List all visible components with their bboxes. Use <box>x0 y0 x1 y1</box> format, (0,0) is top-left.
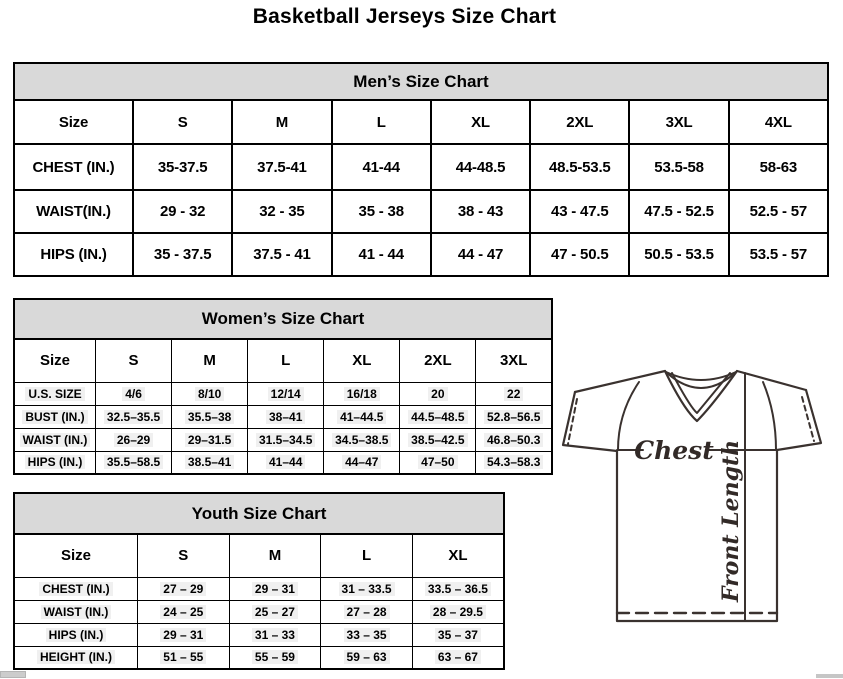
column-header: L <box>332 100 431 144</box>
column-header: XL <box>412 534 504 577</box>
size-value-cell: 22 <box>476 382 552 405</box>
column-header: M <box>229 534 321 577</box>
size-value-cell: 48.5-53.5 <box>530 144 629 190</box>
size-value-cell: 58-63 <box>729 144 828 190</box>
size-value-cell: 41–44 <box>248 451 324 474</box>
size-value-cell: 46.8–50.3 <box>476 428 552 451</box>
table-row <box>14 405 552 428</box>
row-label: HIPS (IN.) <box>14 233 133 276</box>
size-value-cell: 26–29 <box>96 428 172 451</box>
table-row <box>14 233 828 276</box>
mens-size-chart-section <box>13 62 829 277</box>
row-label: HIPS (IN.) <box>14 623 138 646</box>
row-label: WAIST (IN.) <box>14 428 96 451</box>
womens-size-table <box>13 338 553 475</box>
size-value-cell: 32 - 35 <box>232 190 331 233</box>
size-value-cell: 31 – 33.5 <box>321 577 413 600</box>
jersey-measurement-diagram <box>555 358 843 634</box>
womens-header-row <box>14 339 552 382</box>
size-value-cell: 38–41 <box>248 405 324 428</box>
size-value-cell: 8/10 <box>172 382 248 405</box>
size-value-cell: 16/18 <box>324 382 400 405</box>
youth-size-chart-section <box>13 492 505 670</box>
size-value-cell: 41-44 <box>332 144 431 190</box>
column-header: XL <box>324 339 400 382</box>
column-header: 3XL <box>476 339 552 382</box>
size-value-cell: 37.5 - 41 <box>232 233 331 276</box>
size-value-cell: 37.5-41 <box>232 144 331 190</box>
size-value-cell: 63 – 67 <box>412 646 504 669</box>
chest-label: Chest <box>634 436 714 465</box>
row-label: CHEST (IN.) <box>14 577 138 600</box>
size-value-cell: 44-48.5 <box>431 144 530 190</box>
horizontal-scrollbar-fragment[interactable] <box>816 674 843 678</box>
jersey-outline <box>575 371 665 392</box>
size-value-cell: 44–47 <box>324 451 400 474</box>
column-header: 2XL <box>530 100 629 144</box>
size-value-cell: 34.5–38.5 <box>324 428 400 451</box>
size-value-cell: 35-37.5 <box>133 144 232 190</box>
column-header: XL <box>431 100 530 144</box>
cuff-stitch-dashed-line <box>802 397 814 441</box>
size-value-cell: 53.5-58 <box>629 144 728 190</box>
table-row <box>14 144 828 190</box>
row-label: BUST (IN.) <box>14 405 96 428</box>
youth-header-row <box>14 534 504 577</box>
jersey-body <box>617 450 777 621</box>
size-value-cell: 32.5–35.5 <box>96 405 172 428</box>
size-value-cell: 47–50 <box>400 451 476 474</box>
size-value-cell: 52.8–56.5 <box>476 405 552 428</box>
size-value-cell: 35.5–38 <box>172 405 248 428</box>
row-label: WAIST (IN.) <box>14 600 138 623</box>
jersey-left-sleeve <box>563 392 617 451</box>
size-value-cell: 55 – 59 <box>229 646 321 669</box>
youth-chart-title-band: Youth Size Chart <box>13 492 505 533</box>
column-header: 3XL <box>629 100 728 144</box>
size-value-cell: 35 - 38 <box>332 190 431 233</box>
row-label: WAIST(IN.) <box>14 190 133 233</box>
table-row <box>14 646 504 669</box>
size-value-cell: 38 - 43 <box>431 190 530 233</box>
table-row <box>14 600 504 623</box>
size-value-cell: 31 – 33 <box>229 623 321 646</box>
size-value-cell: 44 - 47 <box>431 233 530 276</box>
size-value-cell: 47 - 50.5 <box>530 233 629 276</box>
column-header: Size <box>14 339 96 382</box>
size-value-cell: 29 – 31 <box>229 577 321 600</box>
mens-size-table <box>13 99 829 277</box>
size-value-cell: 27 – 28 <box>321 600 413 623</box>
column-header: Size <box>14 534 138 577</box>
size-value-cell: 29 – 31 <box>138 623 230 646</box>
row-label: CHEST (IN.) <box>14 144 133 190</box>
size-value-cell: 20 <box>400 382 476 405</box>
size-value-cell: 35 – 37 <box>412 623 504 646</box>
size-value-cell: 38.5–42.5 <box>400 428 476 451</box>
size-value-cell: 31.5–34.5 <box>248 428 324 451</box>
size-value-cell: 53.5 - 57 <box>729 233 828 276</box>
mens-header-row <box>14 100 828 144</box>
size-value-cell: 59 – 63 <box>321 646 413 669</box>
size-value-cell: 12/14 <box>248 382 324 405</box>
column-header: S <box>138 534 230 577</box>
size-value-cell: 35 - 37.5 <box>133 233 232 276</box>
column-header: L <box>321 534 413 577</box>
size-value-cell: 33.5 – 36.5 <box>412 577 504 600</box>
table-row <box>14 577 504 600</box>
womens-chart-title-band: Women’s Size Chart <box>13 298 553 338</box>
size-value-cell: 50.5 - 53.5 <box>629 233 728 276</box>
mens-chart-title-band: Men’s Size Chart <box>13 62 829 99</box>
page-title: Basketball Jerseys Size Chart <box>252 5 557 28</box>
youth-size-table <box>13 533 505 670</box>
table-row <box>14 382 552 405</box>
jersey-outline <box>737 371 806 390</box>
size-value-cell: 47.5 - 52.5 <box>629 190 728 233</box>
column-header: S <box>133 100 232 144</box>
row-label: U.S. SIZE <box>14 382 96 405</box>
table-row <box>14 428 552 451</box>
size-value-cell: 38.5–41 <box>172 451 248 474</box>
column-header: 2XL <box>400 339 476 382</box>
size-value-cell: 28 – 29.5 <box>412 600 504 623</box>
size-value-cell: 44.5–48.5 <box>400 405 476 428</box>
front-length-label: Front Length <box>718 439 744 603</box>
column-header: L <box>248 339 324 382</box>
size-value-cell: 4/6 <box>96 382 172 405</box>
size-value-cell: 54.3–58.3 <box>476 451 552 474</box>
size-value-cell: 29 - 32 <box>133 190 232 233</box>
size-value-cell: 52.5 - 57 <box>729 190 828 233</box>
size-value-cell: 41 - 44 <box>332 233 431 276</box>
size-value-cell: 27 – 29 <box>138 577 230 600</box>
column-header: M <box>232 100 331 144</box>
table-row <box>14 623 504 646</box>
column-header: S <box>96 339 172 382</box>
armhole-seam <box>763 382 776 450</box>
size-value-cell: 41–44.5 <box>324 405 400 428</box>
table-row <box>14 190 828 233</box>
size-value-cell: 43 - 47.5 <box>530 190 629 233</box>
column-header: 4XL <box>729 100 828 144</box>
table-row <box>14 451 552 474</box>
horizontal-scrollbar-thumb[interactable] <box>0 671 26 678</box>
size-value-cell: 33 – 35 <box>321 623 413 646</box>
row-label: HIPS (IN.) <box>14 451 96 474</box>
column-header: Size <box>14 100 133 144</box>
womens-size-chart-section <box>13 298 553 475</box>
size-value-cell: 24 – 25 <box>138 600 230 623</box>
size-value-cell: 29–31.5 <box>172 428 248 451</box>
size-value-cell: 51 – 55 <box>138 646 230 669</box>
size-value-cell: 35.5–58.5 <box>96 451 172 474</box>
column-header: M <box>172 339 248 382</box>
size-value-cell: 25 – 27 <box>229 600 321 623</box>
row-label: HEIGHT (IN.) <box>14 646 138 669</box>
